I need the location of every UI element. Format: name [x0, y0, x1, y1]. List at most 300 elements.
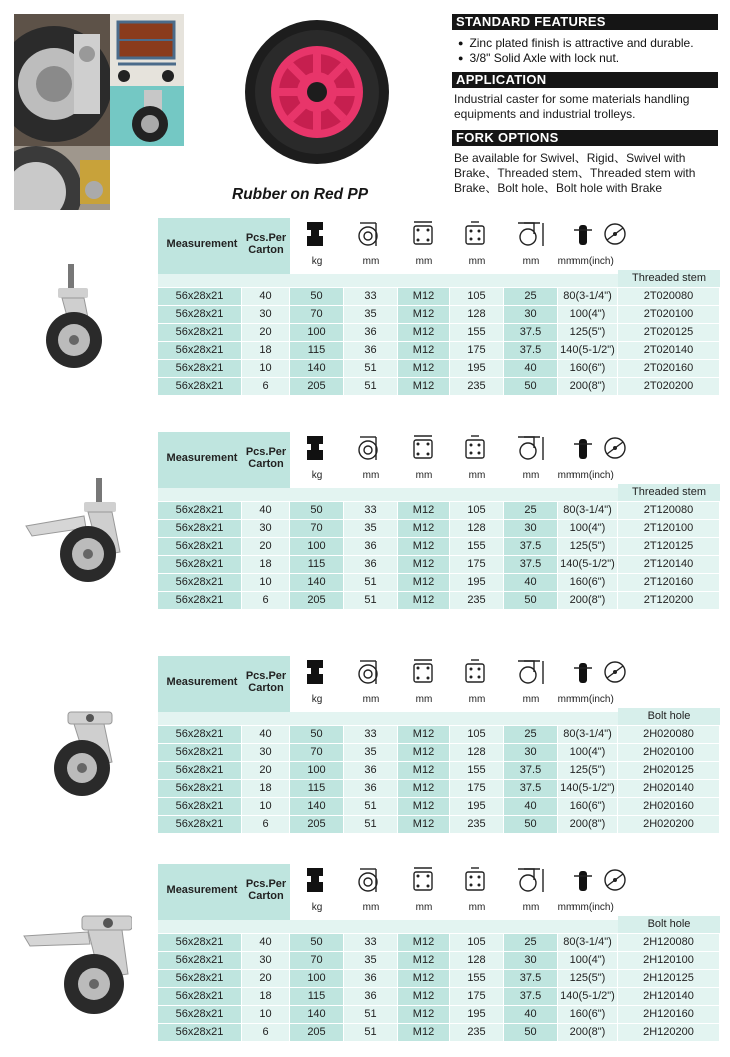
offset-cell: 30: [504, 520, 557, 537]
offset-cell: 40: [504, 1006, 557, 1023]
code-cell: 2H020200: [618, 816, 719, 833]
code-cell: 2H120140: [618, 988, 719, 1005]
unit-label: mm(inch): [572, 256, 614, 267]
pcs-cell: 18: [242, 988, 289, 1005]
swivel-bolt-hole-brake-caster-image: [22, 914, 132, 1029]
offset-cell: 50: [504, 816, 557, 833]
offset-cell: 25: [504, 726, 557, 743]
pcs-cell: 30: [242, 306, 289, 323]
width-cell: 33: [344, 934, 397, 951]
thread-cell: M12: [398, 970, 449, 987]
thread-cell: M12: [398, 1006, 449, 1023]
offset-cell: 37.5: [504, 556, 557, 573]
table-row: [158, 762, 720, 779]
pcs-per-carton-header: Pcs.Per Carton: [242, 878, 290, 902]
offset-cell: 25: [504, 934, 557, 951]
load-cell: 70: [290, 306, 343, 323]
load-cell: 100: [290, 970, 343, 987]
table-row: [158, 520, 720, 537]
pcs-per-carton-header-line: Carton: [248, 458, 284, 470]
pcs-cell: 30: [242, 744, 289, 761]
offset-cell: 37.5: [504, 988, 557, 1005]
diameter-cell: 160(6"): [558, 360, 617, 377]
height-cell: 105: [450, 502, 503, 519]
table-row: [158, 798, 720, 815]
header-band: [158, 920, 618, 933]
code-cell: 2T020200: [618, 378, 719, 395]
load-cell: 140: [290, 574, 343, 591]
unit-label: mm: [415, 902, 433, 913]
offset-cell: 40: [504, 574, 557, 591]
diameter-cell: 140(5-1/2"): [558, 556, 617, 573]
offset-cell: 37.5: [504, 538, 557, 555]
measurement-cell: 56x28x21: [158, 726, 241, 743]
measurement-cell: 56x28x21: [158, 574, 241, 591]
code-cell: 2T120200: [618, 592, 719, 609]
width-cell: 35: [344, 520, 397, 537]
unit-label: mm: [362, 470, 380, 481]
thread-cell: M12: [398, 342, 449, 359]
code-cell: 2H020080: [618, 726, 719, 743]
thread-cell: M12: [398, 988, 449, 1005]
offset-cell: 37.5: [504, 324, 557, 341]
width-cell: 36: [344, 780, 397, 797]
code-cell: 2T120100: [618, 520, 719, 537]
unit-label: mm: [415, 256, 433, 267]
measurement-cell: 56x28x21: [158, 342, 241, 359]
table-row: [158, 538, 720, 555]
measurement-cell: 56x28x21: [158, 952, 241, 969]
table-row: [158, 934, 720, 951]
unit-label: kg: [311, 256, 323, 267]
thread-cell: M12: [398, 306, 449, 323]
unit-label: mm(inch): [572, 470, 614, 481]
code-cell: 2T020125: [618, 324, 719, 341]
thread-cell: M12: [398, 288, 449, 305]
measurement-cell: 56x28x21: [158, 324, 241, 341]
unit-label: mm: [557, 902, 575, 913]
code-cell: 2H120080: [618, 934, 719, 951]
pcs-cell: 40: [242, 288, 289, 305]
application-line: Industrial caster for some materials handling: [454, 92, 690, 106]
diameter-cell: 140(5-1/2"): [558, 780, 617, 797]
code-cell: 2T120080: [618, 502, 719, 519]
table-row: [158, 1006, 720, 1023]
unit-label: kg: [311, 694, 323, 705]
swivel-threaded-stem-brake-caster-image: [24, 476, 124, 591]
width-cell: 35: [344, 952, 397, 969]
fork-options-line: Brake、Bolt hole、Bolt hole with Brake: [454, 181, 663, 195]
height-cell: 128: [450, 744, 503, 761]
load-cell: 205: [290, 378, 343, 395]
unit-label: mm: [468, 694, 486, 705]
table-row: [158, 592, 720, 609]
code-cell: 2H120125: [618, 970, 719, 987]
height-cell: 195: [450, 574, 503, 591]
load-cell: 115: [290, 342, 343, 359]
pcs-per-carton-header: Pcs.Per Carton: [242, 232, 290, 256]
width-cell: 36: [344, 762, 397, 779]
height-cell: 155: [450, 970, 503, 987]
code-column-header: Threaded stem: [618, 484, 720, 501]
unit-label: mm: [362, 902, 380, 913]
thread-cell: M12: [398, 324, 449, 341]
pcs-per-carton-header: Pcs.Per Carton: [242, 446, 290, 470]
diameter-cell: 160(6"): [558, 574, 617, 591]
offset-cell: 37.5: [504, 342, 557, 359]
pcs-cell: 30: [242, 520, 289, 537]
measurement-cell: 56x28x21: [158, 744, 241, 761]
measurement-cell: 56x28x21: [158, 934, 241, 951]
thread-cell: M12: [398, 934, 449, 951]
load-cell: 70: [290, 744, 343, 761]
application-heading: APPLICATION: [452, 72, 718, 88]
width-cell: 51: [344, 1006, 397, 1023]
pcs-per-carton-header-line: Carton: [248, 244, 284, 256]
measurement-cell: 56x28x21: [158, 798, 241, 815]
measurement-cell: 56x28x21: [158, 288, 241, 305]
standard-features-heading: STANDARD FEATURES: [452, 14, 718, 30]
load-cell: 70: [290, 952, 343, 969]
code-cell: 2T020080: [618, 288, 719, 305]
table-row: [158, 288, 720, 305]
table-row: [158, 970, 720, 987]
header-band: [158, 488, 618, 501]
unit-label: mm: [415, 470, 433, 481]
code-cell: 2H020160: [618, 798, 719, 815]
fork-options-line: Brake、Threaded stem、Threaded stem with: [454, 166, 696, 180]
pcs-cell: 6: [242, 816, 289, 833]
measurement-cell: 56x28x21: [158, 988, 241, 1005]
load-cell: 50: [290, 726, 343, 743]
code-cell: 2H020140: [618, 780, 719, 797]
pcs-cell: 30: [242, 952, 289, 969]
pcs-cell: 10: [242, 574, 289, 591]
offset-cell: 30: [504, 744, 557, 761]
diameter-cell: 80(3-1/4"): [558, 934, 617, 951]
height-cell: 105: [450, 288, 503, 305]
thread-cell: M12: [398, 952, 449, 969]
width-cell: 51: [344, 592, 397, 609]
thread-cell: M12: [398, 378, 449, 395]
unit-label: kg: [311, 902, 323, 913]
table-row: [158, 502, 720, 519]
pcs-cell: 6: [242, 378, 289, 395]
caster-closeup-photo: [14, 14, 110, 146]
width-cell: 33: [344, 502, 397, 519]
measurement-cell: 56x28x21: [158, 556, 241, 573]
offset-cell: 40: [504, 798, 557, 815]
pcs-cell: 18: [242, 556, 289, 573]
thread-cell: M12: [398, 520, 449, 537]
swivel-bolt-hole-caster-image: [48, 708, 118, 803]
measurement-header: Measurement: [166, 676, 238, 688]
feature-bullet: ● Zinc plated finish is attractive and durable.: [458, 36, 694, 51]
width-cell: 33: [344, 726, 397, 743]
offset-cell: 50: [504, 592, 557, 609]
offset-cell: 37.5: [504, 762, 557, 779]
thread-cell: M12: [398, 744, 449, 761]
diameter-cell: 125(5"): [558, 324, 617, 341]
measurement-header: Measurement: [166, 452, 238, 464]
diameter-cell: 125(5"): [558, 762, 617, 779]
code-cell: 2H020100: [618, 744, 719, 761]
pcs-cell: 20: [242, 970, 289, 987]
unit-label: mm: [557, 470, 575, 481]
height-cell: 155: [450, 538, 503, 555]
offset-cell: 40: [504, 360, 557, 377]
code-cell: 2H120160: [618, 1006, 719, 1023]
diameter-cell: 200(8"): [558, 592, 617, 609]
unit-label: mm: [522, 694, 540, 705]
offset-cell: 25: [504, 288, 557, 305]
table-row: [158, 556, 720, 573]
pcs-per-carton-header-line: Carton: [248, 890, 284, 902]
code-cell: 2H020125: [618, 762, 719, 779]
table-row: [158, 816, 720, 833]
measurement-cell: 56x28x21: [158, 592, 241, 609]
unit-label: mm: [522, 256, 540, 267]
load-cell: 50: [290, 502, 343, 519]
table-row: [158, 744, 720, 761]
width-cell: 36: [344, 342, 397, 359]
offset-cell: 30: [504, 306, 557, 323]
thread-cell: M12: [398, 1024, 449, 1041]
thread-cell: M12: [398, 502, 449, 519]
offset-cell: 25: [504, 502, 557, 519]
trolley-photo: [110, 14, 184, 86]
thread-cell: M12: [398, 762, 449, 779]
code-cell: 2T020100: [618, 306, 719, 323]
pcs-cell: 40: [242, 726, 289, 743]
height-cell: 175: [450, 988, 503, 1005]
offset-cell: 37.5: [504, 780, 557, 797]
height-cell: 155: [450, 762, 503, 779]
caster-product-photo: [110, 86, 184, 146]
height-cell: 105: [450, 726, 503, 743]
height-cell: 235: [450, 1024, 503, 1041]
diameter-cell: 100(4"): [558, 744, 617, 761]
width-cell: 51: [344, 360, 397, 377]
diameter-cell: 125(5"): [558, 538, 617, 555]
load-cell: 205: [290, 592, 343, 609]
diameter-cell: 140(5-1/2"): [558, 988, 617, 1005]
spec-table: [158, 656, 720, 833]
measurement-cell: 56x28x21: [158, 780, 241, 797]
thread-cell: M12: [398, 798, 449, 815]
code-column-header: Threaded stem: [618, 270, 720, 287]
table-row: [158, 342, 720, 359]
diameter-cell: 80(3-1/4"): [558, 502, 617, 519]
diameter-cell: 200(8"): [558, 816, 617, 833]
pcs-cell: 40: [242, 934, 289, 951]
offset-cell: 50: [504, 378, 557, 395]
spec-table: [158, 218, 720, 395]
thread-cell: M12: [398, 360, 449, 377]
width-cell: 33: [344, 288, 397, 305]
measurement-cell: 56x28x21: [158, 378, 241, 395]
unit-label: kg: [311, 470, 323, 481]
width-cell: 36: [344, 970, 397, 987]
pcs-cell: 20: [242, 538, 289, 555]
width-cell: 51: [344, 1024, 397, 1041]
load-cell: 100: [290, 538, 343, 555]
width-cell: 35: [344, 744, 397, 761]
load-cell: 50: [290, 288, 343, 305]
code-cell: 2T020140: [618, 342, 719, 359]
measurement-cell: 56x28x21: [158, 970, 241, 987]
thread-cell: M12: [398, 816, 449, 833]
measurement-cell: 56x28x21: [158, 502, 241, 519]
code-column-header: Bolt hole: [618, 916, 720, 933]
header-band: [158, 712, 618, 725]
pcs-per-carton-header: Pcs.Per Carton: [242, 670, 290, 694]
table-row: [158, 1024, 720, 1041]
width-cell: 51: [344, 798, 397, 815]
diameter-cell: 200(8"): [558, 1024, 617, 1041]
swivel-threaded-stem-caster-image: [44, 262, 104, 377]
table-row: [158, 988, 720, 1005]
height-cell: 235: [450, 592, 503, 609]
load-cell: 115: [290, 556, 343, 573]
height-cell: 195: [450, 798, 503, 815]
width-cell: 36: [344, 538, 397, 555]
application-line: equipments and industrial trolleys.: [454, 107, 636, 121]
table-row: [158, 780, 720, 797]
table-row: [158, 306, 720, 323]
load-cell: 140: [290, 1006, 343, 1023]
spec-table: [158, 432, 720, 609]
width-cell: 51: [344, 816, 397, 833]
pcs-cell: 40: [242, 502, 289, 519]
table-row: [158, 378, 720, 395]
load-cell: 115: [290, 780, 343, 797]
load-cell: 100: [290, 762, 343, 779]
table-row: [158, 726, 720, 743]
diameter-cell: 100(4"): [558, 952, 617, 969]
fork-closeup-photo: [14, 146, 110, 210]
unit-label: mm(inch): [572, 694, 614, 705]
measurement-cell: 56x28x21: [158, 762, 241, 779]
diameter-cell: 80(3-1/4"): [558, 288, 617, 305]
unit-label: mm: [557, 694, 575, 705]
spec-table: [158, 864, 720, 1041]
width-cell: 36: [344, 988, 397, 1005]
diameter-cell: 160(6"): [558, 1006, 617, 1023]
pcs-per-carton-header-line: Carton: [248, 682, 284, 694]
table-row: [158, 360, 720, 377]
load-cell: 70: [290, 520, 343, 537]
unit-label: mm: [468, 256, 486, 267]
thread-cell: M12: [398, 556, 449, 573]
height-cell: 175: [450, 556, 503, 573]
load-cell: 50: [290, 934, 343, 951]
fork-options-line: Be available for Swivel、Rigid、Swivel with: [454, 151, 686, 165]
load-cell: 115: [290, 988, 343, 1005]
rubber-wheel-image: [243, 18, 391, 166]
thread-cell: M12: [398, 538, 449, 555]
measurement-header: Measurement: [166, 238, 238, 250]
unit-label: mm(inch): [572, 902, 614, 913]
diameter-cell: 140(5-1/2"): [558, 342, 617, 359]
diameter-cell: 80(3-1/4"): [558, 726, 617, 743]
diameter-cell: 125(5"): [558, 970, 617, 987]
code-cell: 2H120200: [618, 1024, 719, 1041]
pcs-cell: 18: [242, 342, 289, 359]
offset-cell: 50: [504, 1024, 557, 1041]
measurement-cell: 56x28x21: [158, 1024, 241, 1041]
width-cell: 36: [344, 556, 397, 573]
thread-cell: M12: [398, 780, 449, 797]
pcs-cell: 18: [242, 780, 289, 797]
unit-label: mm: [522, 470, 540, 481]
thread-cell: M12: [398, 574, 449, 591]
pcs-cell: 10: [242, 1006, 289, 1023]
wheel-caption: Rubber on Red PP: [232, 186, 369, 203]
measurement-cell: 56x28x21: [158, 1006, 241, 1023]
table-row: [158, 952, 720, 969]
code-column-header: Bolt hole: [618, 708, 720, 725]
height-cell: 235: [450, 378, 503, 395]
diameter-cell: 160(6"): [558, 798, 617, 815]
code-cell: 2H120100: [618, 952, 719, 969]
measurement-cell: 56x28x21: [158, 360, 241, 377]
height-cell: 128: [450, 306, 503, 323]
height-cell: 105: [450, 934, 503, 951]
table-row: [158, 574, 720, 591]
table-row: [158, 324, 720, 341]
unit-label: mm: [468, 470, 486, 481]
diameter-cell: 100(4"): [558, 306, 617, 323]
offset-cell: 30: [504, 952, 557, 969]
code-cell: 2T020160: [618, 360, 719, 377]
pcs-cell: 10: [242, 360, 289, 377]
measurement-header: Measurement: [166, 884, 238, 896]
height-cell: 195: [450, 360, 503, 377]
height-cell: 235: [450, 816, 503, 833]
load-cell: 140: [290, 798, 343, 815]
unit-label: mm: [468, 902, 486, 913]
unit-label: mm: [522, 902, 540, 913]
unit-label: mm: [415, 694, 433, 705]
load-cell: 205: [290, 1024, 343, 1041]
load-cell: 205: [290, 816, 343, 833]
width-cell: 51: [344, 378, 397, 395]
offset-cell: 37.5: [504, 970, 557, 987]
pcs-cell: 6: [242, 1024, 289, 1041]
feature-bullet: ● 3/8" Solid Axle with lock nut.: [458, 51, 619, 66]
diameter-cell: 100(4"): [558, 520, 617, 537]
pcs-cell: 20: [242, 762, 289, 779]
height-cell: 128: [450, 952, 503, 969]
measurement-cell: 56x28x21: [158, 538, 241, 555]
measurement-cell: 56x28x21: [158, 520, 241, 537]
code-cell: 2T120125: [618, 538, 719, 555]
pcs-cell: 6: [242, 592, 289, 609]
height-cell: 155: [450, 324, 503, 341]
fork-options-heading: FORK OPTIONS: [452, 130, 718, 146]
code-cell: 2T120140: [618, 556, 719, 573]
unit-label: mm: [362, 694, 380, 705]
thread-cell: M12: [398, 726, 449, 743]
code-cell: 2T120160: [618, 574, 719, 591]
pcs-cell: 10: [242, 798, 289, 815]
height-cell: 195: [450, 1006, 503, 1023]
height-cell: 128: [450, 520, 503, 537]
measurement-cell: 56x28x21: [158, 816, 241, 833]
header-band: [158, 274, 618, 287]
width-cell: 51: [344, 574, 397, 591]
